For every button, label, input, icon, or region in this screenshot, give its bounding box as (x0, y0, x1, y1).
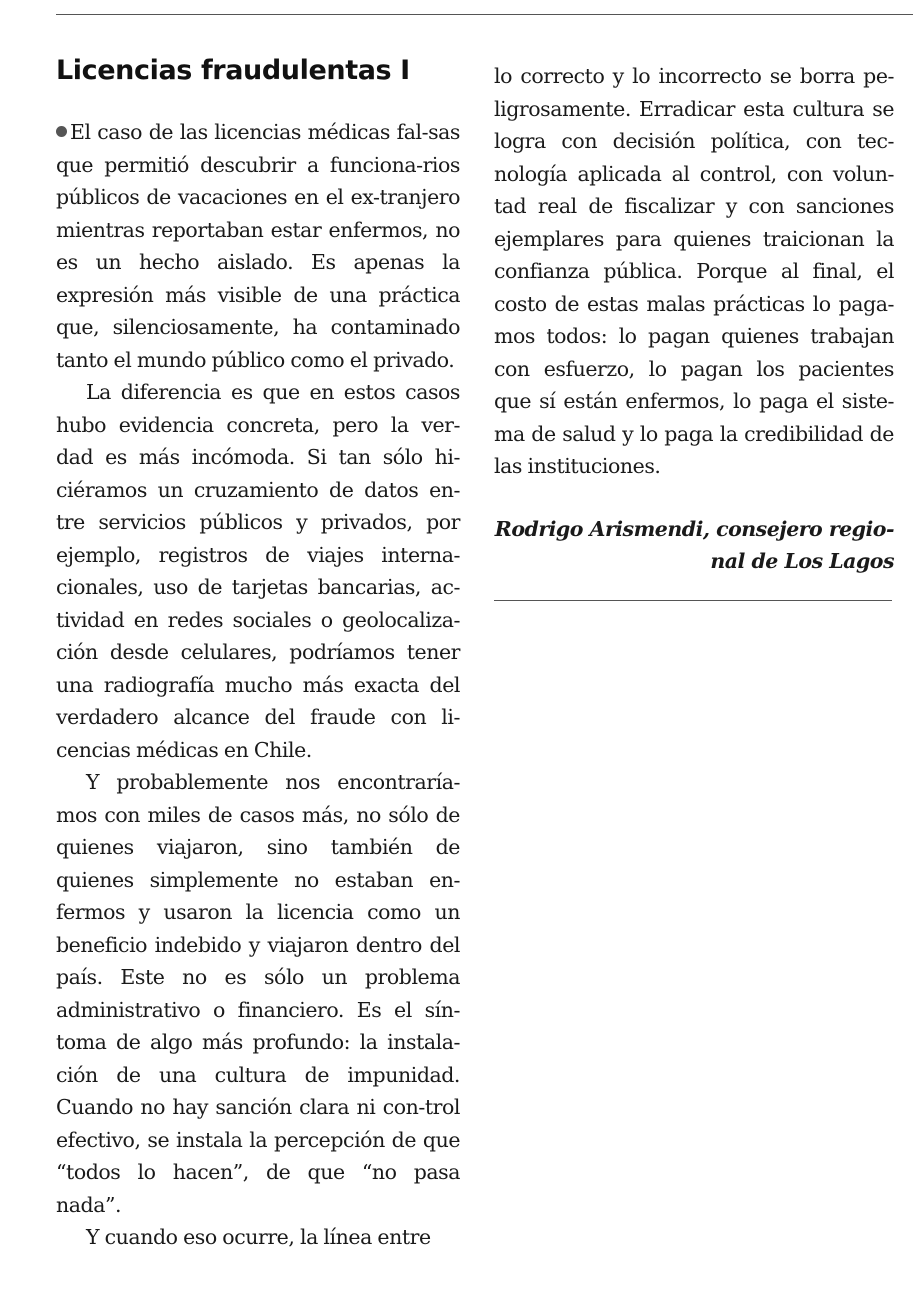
paragraph-1 (56, 116, 460, 376)
article-headline: Licencias fraudulentas I (56, 55, 410, 86)
paragraph-2: La diferencia es que en estos casos hubo evidencia concreta, pero la ver-dad es más incómoda. Si tan sólo hi-ciéramos un cruzamiento de datos en-tre servicios públicos y privados, por ejemplo, registros de viajes interna-cionales, uso de tarjetas bancarias, ac-tividad en redes sociales o geolocaliza-ción desde celulares, podríamos tener una radiografía mucho más exacta del verdadero alcance del fraude con li-cencias médicas en Chile. (56, 380, 460, 762)
bottom-divider (494, 600, 892, 601)
left-column (56, 52, 460, 1254)
bullet-icon (56, 126, 67, 137)
author-signature: Rodrigo Arismendi, consejero regio-nal de Los Lagos (494, 516, 894, 573)
paragraph-continued: lo correcto y lo incorrecto se borra pe-ligrosamente. Erradicar esta cultura se logra con decisión política, con tec-nología aplicada al control, con volun-tad real de fiscalizar y con sanciones ejemplares para quienes traicionan la confianza pública. Porque al final, el costo de estas malas prácticas lo paga-mos todos: lo pagan quienes trabajan con esfuerzo, lo pagan los pacientes que sí están enfermos, lo paga el siste-ma de salud y lo paga la credibilidad de las instituciones. (494, 64, 894, 478)
right-column (494, 60, 894, 601)
paragraph-3: Y probablemente nos encontraría-mos con miles de casos más, no sólo de quienes viajaron, sino también de quienes simplemente no estaban en-fermos y usaron la licencia como un beneficio indebido y viajaron dentro del país. Este no es sólo un problema administrativo o financiero. Es el sín-toma de algo más profundo: la instala-ción de una cultura de impunidad. Cuando no hay sanción clara ni con-trol efectivo, se instala la percepción de que “todos lo hacen”, de que “no pasa nada”. (56, 770, 460, 1217)
top-divider (56, 14, 913, 15)
paragraph-1-text: El caso de las licencias médicas fal-sas que permitió descubrir a funciona-rios públicos de vacaciones en el ex-tranjero mientras reportaban estar enfermos, no es un hecho aislado. Es apenas la expresión más visible de una práctica que, silenciosamente, ha contaminado tanto el mundo público como el privado. (56, 120, 460, 372)
paragraph-4: Y cuando eso ocurre, la línea entre (86, 1225, 431, 1249)
